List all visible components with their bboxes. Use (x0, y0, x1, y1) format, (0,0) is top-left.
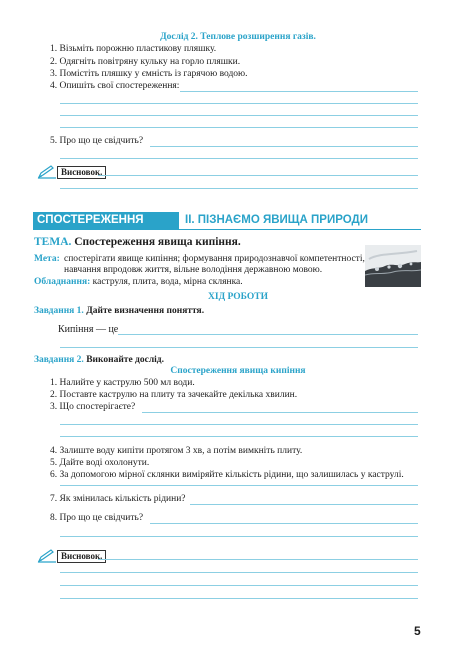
answer-line[interactable] (60, 436, 418, 437)
question-5: 5. Про що це свідчить? (50, 136, 144, 146)
question-7: 7. Як змінилась кількість рідини? (50, 494, 186, 504)
equipment (34, 277, 243, 288)
topic-title: Спостереження явища кипіння. (74, 236, 241, 248)
step-3: 3. Що спостерігаєте? (50, 402, 136, 412)
topic (34, 236, 241, 249)
goal-line-1: спостерігати явище кипіння; формування природознавчої компетентності, (64, 254, 365, 264)
step-3: 3. Помістіть пляшку у ємність із гарячою водою. (50, 69, 248, 79)
answer-line[interactable] (60, 585, 418, 586)
answer-line[interactable] (60, 536, 418, 537)
answer-line[interactable] (150, 146, 418, 147)
answer-line[interactable] (60, 598, 418, 599)
pencil-icon (37, 165, 57, 179)
goal-label: Мета: (34, 254, 60, 264)
conclusion-label: Висновок. (57, 166, 106, 179)
task-1 (34, 306, 204, 317)
answer-line[interactable] (180, 91, 418, 92)
task-1-label: Завдання 1. (34, 306, 84, 316)
answer-line[interactable] (60, 103, 418, 104)
answer-line[interactable] (60, 485, 418, 486)
section-rule (33, 229, 421, 230)
boiling-definition-prompt: Кипіння — це (58, 324, 119, 335)
step-1: 1. Налийте у каструлю 500 мл води. (50, 378, 195, 388)
answer-line[interactable] (60, 424, 418, 425)
answer-line[interactable] (60, 115, 418, 116)
task-2-label: Завдання 2. (34, 355, 84, 365)
answer-line[interactable] (60, 347, 418, 348)
equipment-text: каструля, плита, вода, мірна склянка. (92, 277, 243, 287)
procedure-title: ХІД РОБОТИ (208, 292, 268, 302)
question-8: 8. Про що це свідчить? (50, 513, 144, 523)
answer-line[interactable] (142, 412, 418, 413)
answer-line[interactable] (150, 523, 418, 524)
section-title: ІІ. ПІЗНАЄМО ЯВИЩА ПРИРОДИ (185, 214, 368, 226)
boiling-water-photo (365, 245, 421, 287)
step-4: 4. Опишіть свої спостереження: (50, 81, 180, 91)
page-number: 5 (414, 624, 421, 638)
experiment-title: Дослід 2. Теплове розширення газів. (160, 32, 316, 42)
goal-line-2: навчання впродовж життя, вільне володіння державною мовою. (64, 265, 323, 275)
step-2: 2. Поставте каструлю на плиту та зачекайте декілька хвилин. (50, 390, 298, 400)
answer-line[interactable] (118, 334, 418, 335)
answer-line[interactable] (98, 559, 418, 560)
answer-line[interactable] (190, 504, 418, 505)
section-label: СПОСТЕРЕЖЕННЯ (33, 212, 179, 229)
step-5: 5. Дайте воді охолонути. (50, 458, 150, 468)
pencil-icon (37, 549, 57, 563)
conclusion-label: Висновок. (57, 550, 106, 563)
step-2: 2. Одягніть повітряну кульку на горло пляшки. (50, 57, 241, 67)
answer-line[interactable] (60, 127, 418, 128)
answer-line[interactable] (60, 572, 418, 573)
task-2-text: Виконайте дослід. (86, 355, 164, 365)
step-6: 6. За допомогою мірної склянки виміряйте кількість рідини, що залишилась у каструлі. (50, 470, 404, 480)
answer-line[interactable] (60, 188, 418, 189)
answer-line[interactable] (60, 158, 418, 159)
topic-label: ТЕМА. (34, 236, 72, 248)
answer-line[interactable] (98, 175, 418, 176)
task-2 (34, 355, 164, 366)
task-2-subtitle: Спостереження явища кипіння (170, 366, 306, 376)
step-4: 4. Залиште воду кипіти протягом 3 хв, а потім вимкніть плиту. (50, 446, 303, 456)
equipment-label: Обладнання: (34, 277, 91, 287)
step-1: 1. Візьміть порожню пластикову пляшку. (50, 44, 217, 54)
task-1-text: Дайте визначення поняття. (86, 306, 205, 316)
